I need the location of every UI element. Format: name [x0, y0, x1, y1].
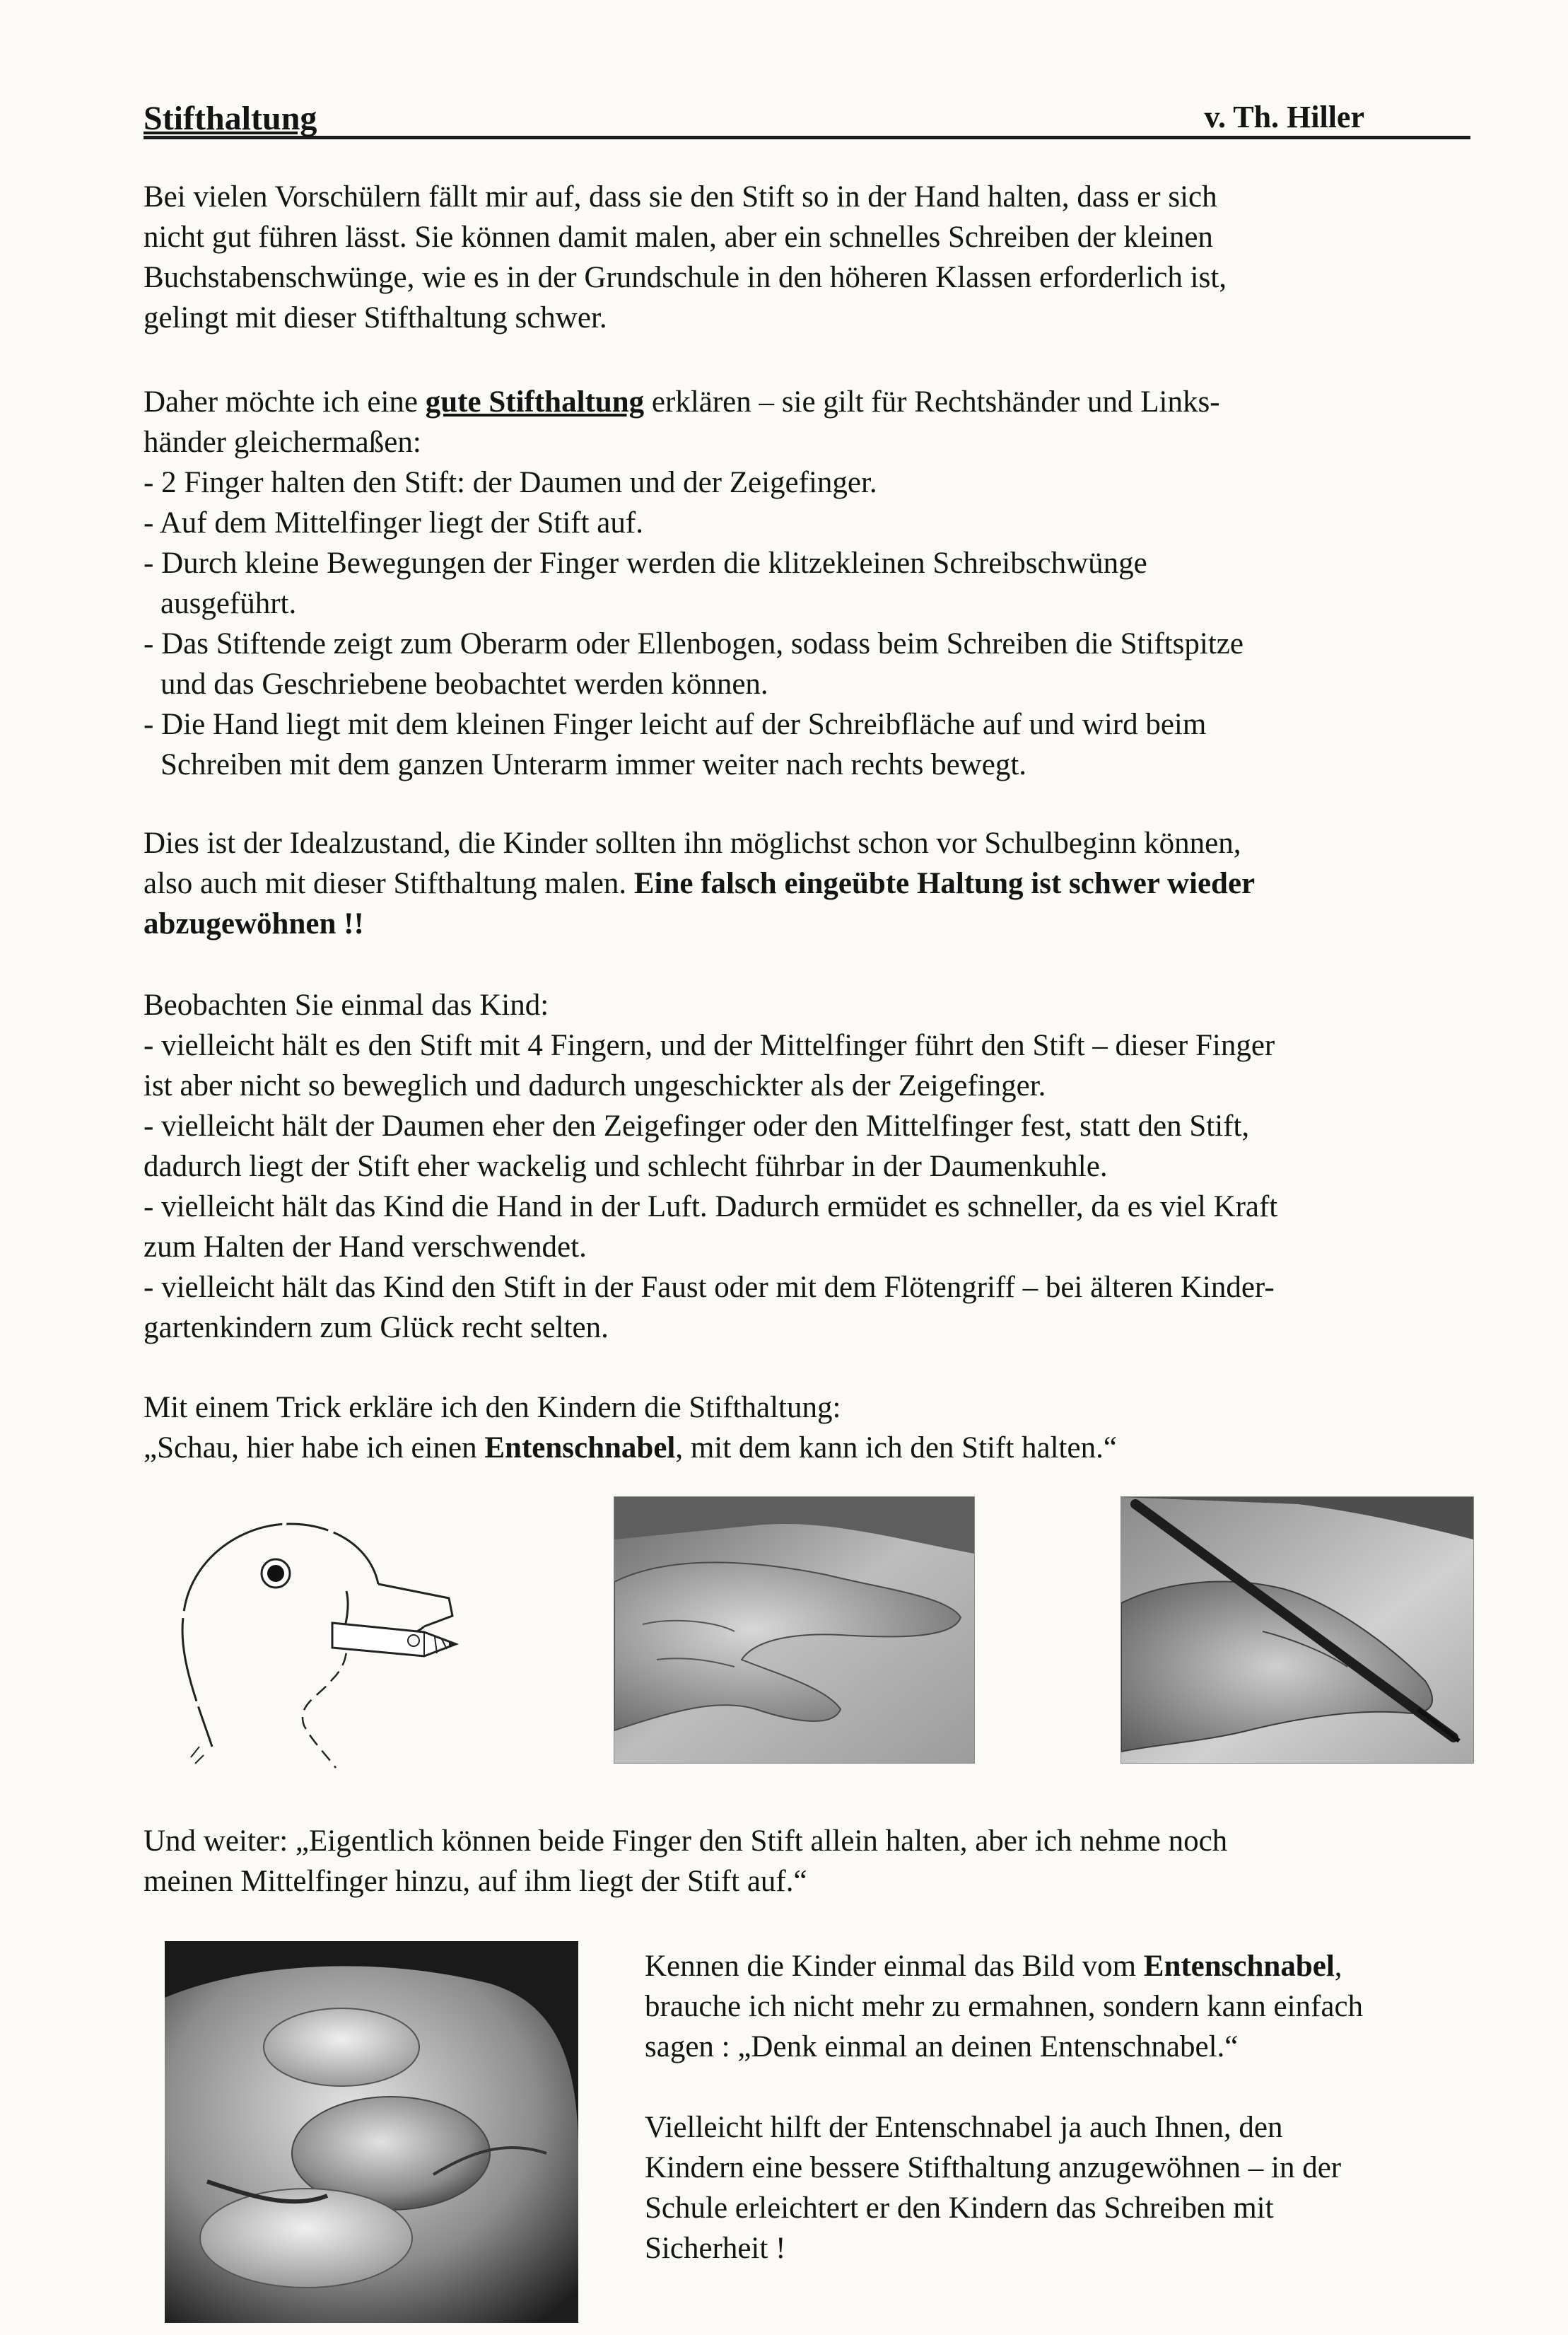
intro-line: Buchstabenschwünge, wie es in der Grundschule in den höheren Klassen erforderlich ist, — [144, 261, 1227, 294]
text-run: , — [1334, 1950, 1342, 1983]
ideal-line — [144, 863, 1487, 904]
list-item: - Durch kleine Bewegungen der Finger werden die klitzekleinen Schreibschwünge — [144, 547, 1147, 580]
text-run: Kennen die Kinder einmal das Bild vom — [645, 1950, 1144, 1983]
closing-line: sagen : „Denk einmal an deinen Entenschnabel.“ — [645, 2030, 1239, 2063]
list-item-continuation: Schreiben mit dem ganzen Unterarm immer weiter nach rechts bewegt. — [160, 748, 1027, 781]
closing-section — [645, 1946, 1493, 2269]
good-grip-section — [144, 382, 1487, 785]
intro-paragraph — [144, 177, 1487, 338]
closing-line: brauche ich nicht mehr zu ermahnen, sondern kann einfach — [645, 1990, 1364, 2023]
closing-line: Schule erleichtert er den Kindern das Schreiben mit — [645, 2191, 1274, 2225]
closing-line: Vielleicht hilft der Entenschnabel ja auch Ihnen, den — [645, 2111, 1283, 2144]
observe-line: dadurch liegt der Stift eher wackelig und schlecht führbar in der Daumenkuhle. — [144, 1150, 1108, 1183]
duck-beak-term: Entenschnabel — [484, 1431, 676, 1465]
good-grip-heading-line — [144, 382, 1487, 422]
hand-with-pen-photo — [1121, 1496, 1474, 1764]
spacer — [645, 2067, 1493, 2107]
intro-line: nicht gut führen lässt. Sie können damit malen, aber ein schnelles Schreiben der kleinen — [144, 221, 1213, 254]
list-item-continuation: ausgeführt. — [160, 587, 297, 620]
header — [144, 99, 1470, 139]
warning-text: abzugewöhnen !! — [144, 907, 364, 941]
text-run: erklären – sie gilt für Rechtshänder und Links- — [644, 385, 1220, 419]
observe-line: - vielleicht hält der Daumen eher den Zeigefinger oder den Mittelfinger fest, statt den Stift, — [144, 1110, 1250, 1143]
pencil-icon — [332, 1623, 456, 1656]
further-line: Und weiter: „Eigentlich können beide Finger den Stift allein halten, aber ich nehme noch — [144, 1824, 1228, 1858]
list-item: - Das Stiftende zeigt zum Oberarm oder Ellenbogen, sodass beim Schreiben die Stiftspitze — [144, 627, 1244, 660]
list-item: - Auf dem Mittelfinger liegt der Stift auf. — [144, 506, 643, 540]
trick-line: Mit einem Trick erkläre ich den Kindern die Stifthaltung: — [144, 1391, 841, 1424]
ideal-paragraph — [144, 823, 1487, 944]
text-run: „Schau, hier habe ich einen — [144, 1431, 485, 1465]
intro-line: Bei vielen Vorschülern fällt mir auf, dass sie den Stift so in der Hand halten, dass er sich — [144, 180, 1217, 214]
author: v. Th. Hiller — [1204, 100, 1364, 134]
observe-line: - vielleicht hält das Kind den Stift in der Faust oder mit dem Flötengriff – bei älteren Kinder- — [144, 1271, 1275, 1304]
observe-line: zum Halten der Hand verschwendet. — [144, 1230, 587, 1264]
closing-line: Kindern eine bessere Stifthaltung anzugewöhnen – in der — [645, 2151, 1342, 2184]
closing-line: Sicherheit ! — [645, 2232, 786, 2265]
page-title: Stifthaltung — [144, 100, 317, 137]
further-line: meinen Mittelfinger hinzu, auf ihm liegt der Stift auf.“ — [144, 1865, 807, 1898]
duck-beak-term: Entenschnabel — [1143, 1950, 1335, 1983]
further-section — [144, 1821, 1487, 1902]
emphasis-good-grip: gute Stifthaltung — [425, 385, 645, 419]
observe-section — [144, 985, 1487, 1348]
grip-closeup-photo — [165, 1941, 578, 2323]
ideal-line: Dies ist der Idealzustand, die Kinder sollten ihn möglichst schon vor Schulbeginn können, — [144, 827, 1241, 860]
observe-intro: Beobachten Sie einmal das Kind: — [144, 989, 549, 1022]
list-item-continuation: und das Geschriebene beobachtet werden können. — [160, 668, 768, 701]
observe-line: gartenkindern zum Glück recht selten. — [144, 1311, 609, 1344]
observe-line: ist aber nicht so beweglich und dadurch ungeschickter als der Zeigefinger. — [144, 1069, 1046, 1102]
duck-drawing — [170, 1492, 523, 1775]
trick-line — [144, 1428, 1487, 1468]
text-run: Daher möchte ich eine — [144, 385, 426, 419]
warning-text: Eine falsch eingeübte Haltung ist schwer wieder — [633, 867, 1256, 900]
closing-line — [645, 1946, 1493, 1986]
observe-line: - vielleicht hält es den Stift mit 4 Fingern, und der Mittelfinger führt den Stift – dieser Finger — [144, 1029, 1275, 1062]
good-grip-line: händer gleichermaßen: — [144, 426, 421, 459]
trick-section — [144, 1387, 1487, 1468]
list-item: - 2 Finger halten den Stift: der Daumen und der Zeigefinger. — [144, 466, 877, 499]
observe-line: - vielleicht hält das Kind die Hand in der Luft. Dadurch ermüdet es schneller, da es viel Kraft — [144, 1190, 1278, 1223]
text-run: also auch mit dieser Stifthaltung malen. — [144, 867, 634, 900]
text-run: , mit dem kann ich den Stift halten.“ — [675, 1431, 1117, 1465]
hand-photo — [614, 1496, 975, 1764]
intro-line: gelingt mit dieser Stifthaltung schwer. — [144, 301, 607, 334]
list-item: - Die Hand liegt mit dem kleinen Finger leicht auf der Schreibfläche auf und wird beim — [144, 708, 1207, 741]
